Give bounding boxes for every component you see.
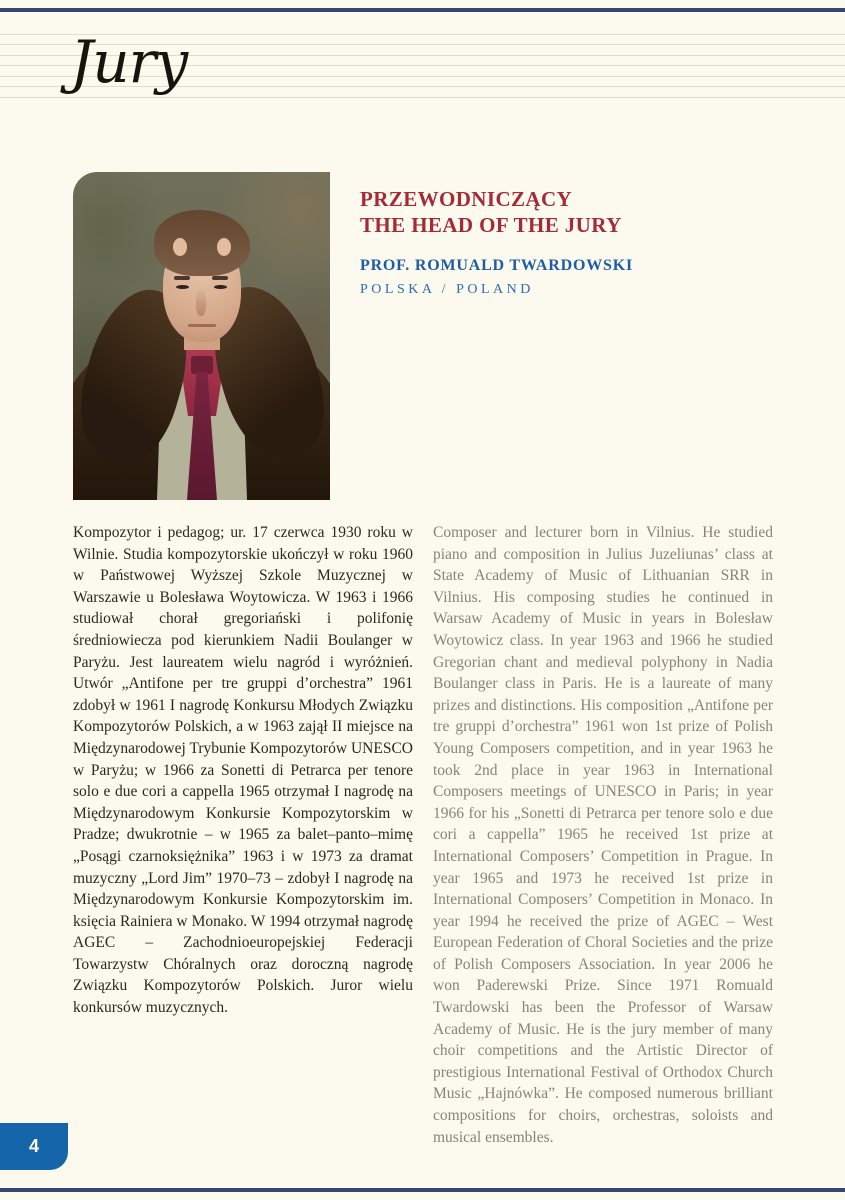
eyebrow <box>174 276 190 280</box>
eyebrow <box>212 276 228 280</box>
bio-english: Composer and lecturer born in Vilnius. He studied piano and composition in Julius Juzeliunas’ class at State Academy of Music of Lithuanian SRR in Vilnius. His composing studies he continued in Warsaw Academy of Music in years in Bolesław Woytowicz class. In year 1963 and 1966 he studied Gregorian chant and medieval polyphony in Nadia Boulanger class in Paris. He is a laureate of many prizes and distinctions. His composition „Antifone per tre gruppi d’orchestra” 1961 won 1st prize of Polish Young Composers competition, and in year 1963 he took 2nd place in year 1963 in International Composers meetings of UNESCO in Paris; in year 1966 for his „Sonetti di Petrarca per tenore solo e due cori a cappella” 1965 he received 1st prize at International Composers’ Competition in Prague. In year 1965 and 1973 he received 1st prize in International Composers’ Competition in Monaco. In year 1994 he received the prize of AGEC – West European Federation of Choral Societies and the prize of Polish Composers Association. In year 2006 he won Paderewski Prize. Since 1971 Romuald Twardowski has been the Professor of Warsaw Academy of Music. He is the jury member of many choir competitions and the Artistic Director of prestigious International Festival of Orthodox Church Music „Hajnówka”. He composed numerous brilliant compositions for choirs, orchestras, soloists and musical ensembles. <box>433 524 773 1146</box>
hairline-temple <box>173 238 187 256</box>
top-rule <box>0 8 845 12</box>
bio-polish: Kompozytor i pedagog; ur. 17 czerwca 1930 roku w Wilnie. Studia kompozytorskie ukończył w roku 1960 w Państwowej Wyższej Szkole Muzycznej w Warszawie u Bolesława Woytowicza. W 1963 i 1966 studiował chorał gregoriański i polifonię średniowiecza pod kierunkiem Nadii Boulanger w Paryżu. Jest laureatem wielu nagród i wyróżnień. Utwór „Antifone per tre gruppi d’orchestra” 1961 zdobył w 1961 I nagrodę Konkursu Młodych Związku Kompozytorów Polskich, a w 1963 zajął II miejsce na Międzynarodowej Trybunie Kompozytorów UNESCO w Paryżu; w 1966 za Sonetti di Petrarca per tenore solo e due cori a cappella 1965 otrzymał I nagrodę na Międzynarodowym Konkursie Kompozytorskim w Pradze; dwukrotnie – w 1965 za balet–panto–mimę „Posągi czarnoksiężnika” 1963 i w 1973 za dramat muzyczny „Lord Jim” 1970–73 – zdobył I nagrodę na Międzynarodowym Konkursie Kompozytorskim im. księcia Rainiera w Monako. W 1994 otrzymał nagrodę AGEC – Zachodnioeuropejskiej Federacji Towarzystw Chóralnych oraz doroczną nagrodę Związku Kompozytorów Polskich. Juror wielu konkursów muzycznych. <box>73 524 413 1017</box>
mouth <box>188 324 216 327</box>
juror-name: PROF. ROMUALD TWARDOWSKI <box>360 257 634 274</box>
juror-header <box>360 186 633 298</box>
section-title: Jury <box>70 28 188 96</box>
role-title-polish: PRZEWODNICZĄCY <box>360 187 573 211</box>
eye <box>214 285 227 289</box>
bottom-rule <box>0 1188 845 1192</box>
nose-shadow <box>196 288 206 316</box>
role-title-english: THE HEAD OF THE JURY <box>360 213 622 237</box>
eye <box>176 285 189 289</box>
portrait-photo <box>73 172 330 500</box>
tie-knot <box>191 356 213 374</box>
staff-line <box>0 97 845 98</box>
hairline-temple <box>217 238 231 256</box>
bio-columns <box>73 522 773 1148</box>
hair <box>154 210 250 276</box>
page-number-badge <box>0 1123 68 1170</box>
juror-country: POLSKA / POLAND <box>360 282 534 297</box>
page-number: 4 <box>28 1136 39 1156</box>
